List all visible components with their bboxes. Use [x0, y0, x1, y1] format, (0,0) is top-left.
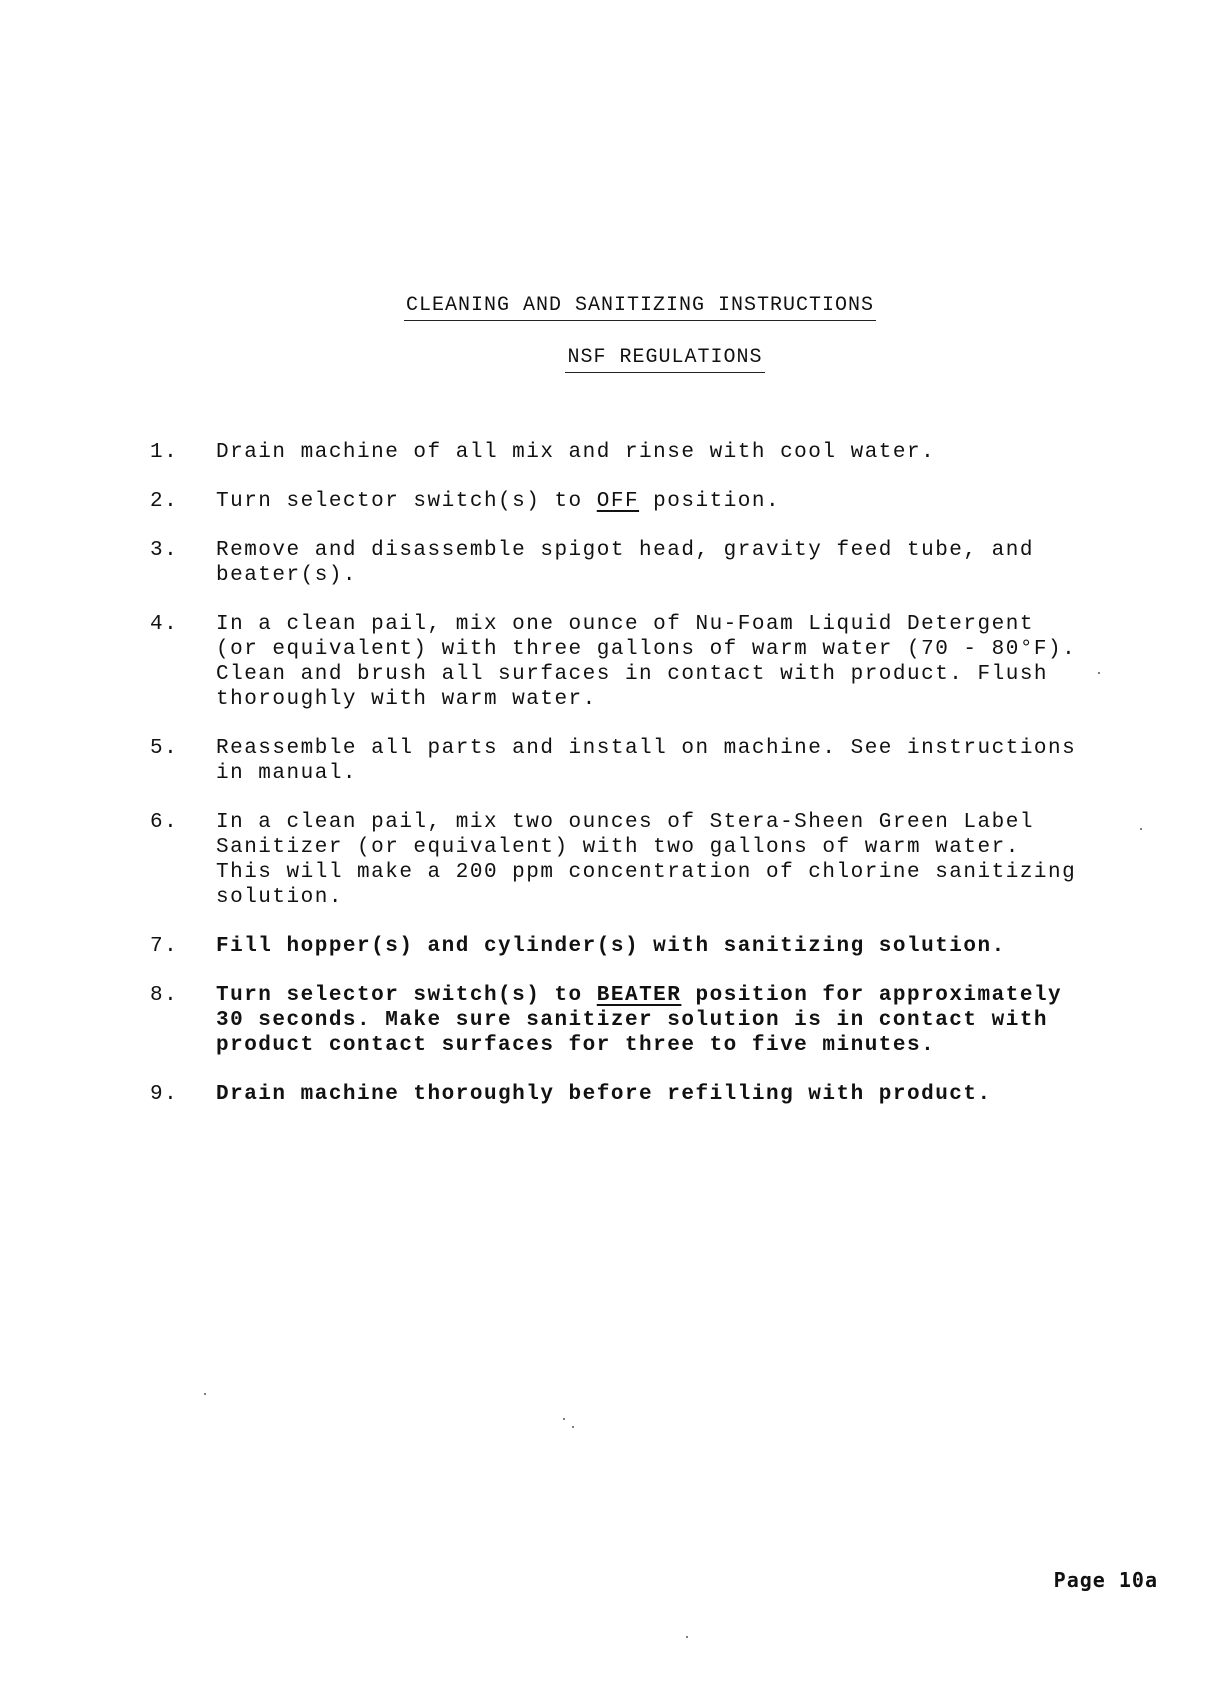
instruction-steps	[150, 440, 1090, 1131]
step-text: Remove and disassemble spigot head, gravity feed tube, and beater(s).	[216, 539, 1034, 587]
step-8	[150, 983, 1090, 1058]
step-text: Reassemble all parts and install on machine. See instructions in manual.	[216, 737, 1077, 785]
step-text: In a clean pail, mix one ounce of Nu-Foam Liquid Detergent (or equivalent) with three gallons of warm water (70 - 80°F). Clean and brush all surfaces in contact with product. Flush thoroughly with warm water.	[216, 613, 1077, 711]
step-text: Drain machine of all mix and rinse with cool water.	[216, 441, 936, 464]
off-position-label: OFF	[596, 490, 640, 513]
step-2	[150, 489, 1090, 514]
page-title: CLEANING AND SANITIZING INSTRUCTIONS	[0, 294, 1210, 321]
scan-speck	[686, 1636, 688, 1638]
scan-speck	[572, 1426, 574, 1428]
step-4	[150, 612, 1090, 712]
step-number: 2.	[150, 490, 179, 513]
step-1	[150, 440, 1090, 465]
step-text: Turn selector switch(s) to BEATER position for approximately 30 seconds. Make sure sanitizer solution is in contact with product contact surfaces for three to five minutes.	[216, 984, 1063, 1057]
step-text: Fill hopper(s) and cylinder(s) with sanitizing solution.	[216, 935, 1006, 958]
step-7	[150, 934, 1090, 959]
scan-speck	[1098, 672, 1100, 674]
step-text: Turn selector switch(s) to OFF position.	[216, 490, 781, 513]
step-number: 7.	[150, 935, 179, 958]
page-number: Page 10a	[1053, 1568, 1158, 1592]
step-3	[150, 538, 1090, 588]
scan-speck	[204, 1393, 206, 1395]
step-5	[150, 736, 1090, 786]
step-text: Drain machine thoroughly before refilling with product.	[216, 1083, 992, 1106]
step-number: 9.	[150, 1083, 179, 1106]
step-6	[150, 810, 1090, 910]
step-number: 5.	[150, 737, 179, 760]
scan-speck	[1140, 828, 1142, 830]
step-text: In a clean pail, mix two ounces of Stera-Sheen Green Label Sanitizer (or equivalent) with two gallons of warm water. This will make a 200 ppm concentration of chlorine sanitizing solution.	[216, 811, 1077, 909]
beater-position-label: BEATER	[596, 984, 682, 1007]
scan-speck	[563, 1418, 565, 1420]
step-number: 4.	[150, 613, 179, 636]
step-number: 8.	[150, 984, 179, 1007]
step-9	[150, 1082, 1090, 1107]
step-number: 3.	[150, 539, 179, 562]
page-subtitle: NSF REGULATIONS	[0, 346, 1210, 373]
step-number: 6.	[150, 811, 179, 834]
step-number: 1.	[150, 441, 179, 464]
